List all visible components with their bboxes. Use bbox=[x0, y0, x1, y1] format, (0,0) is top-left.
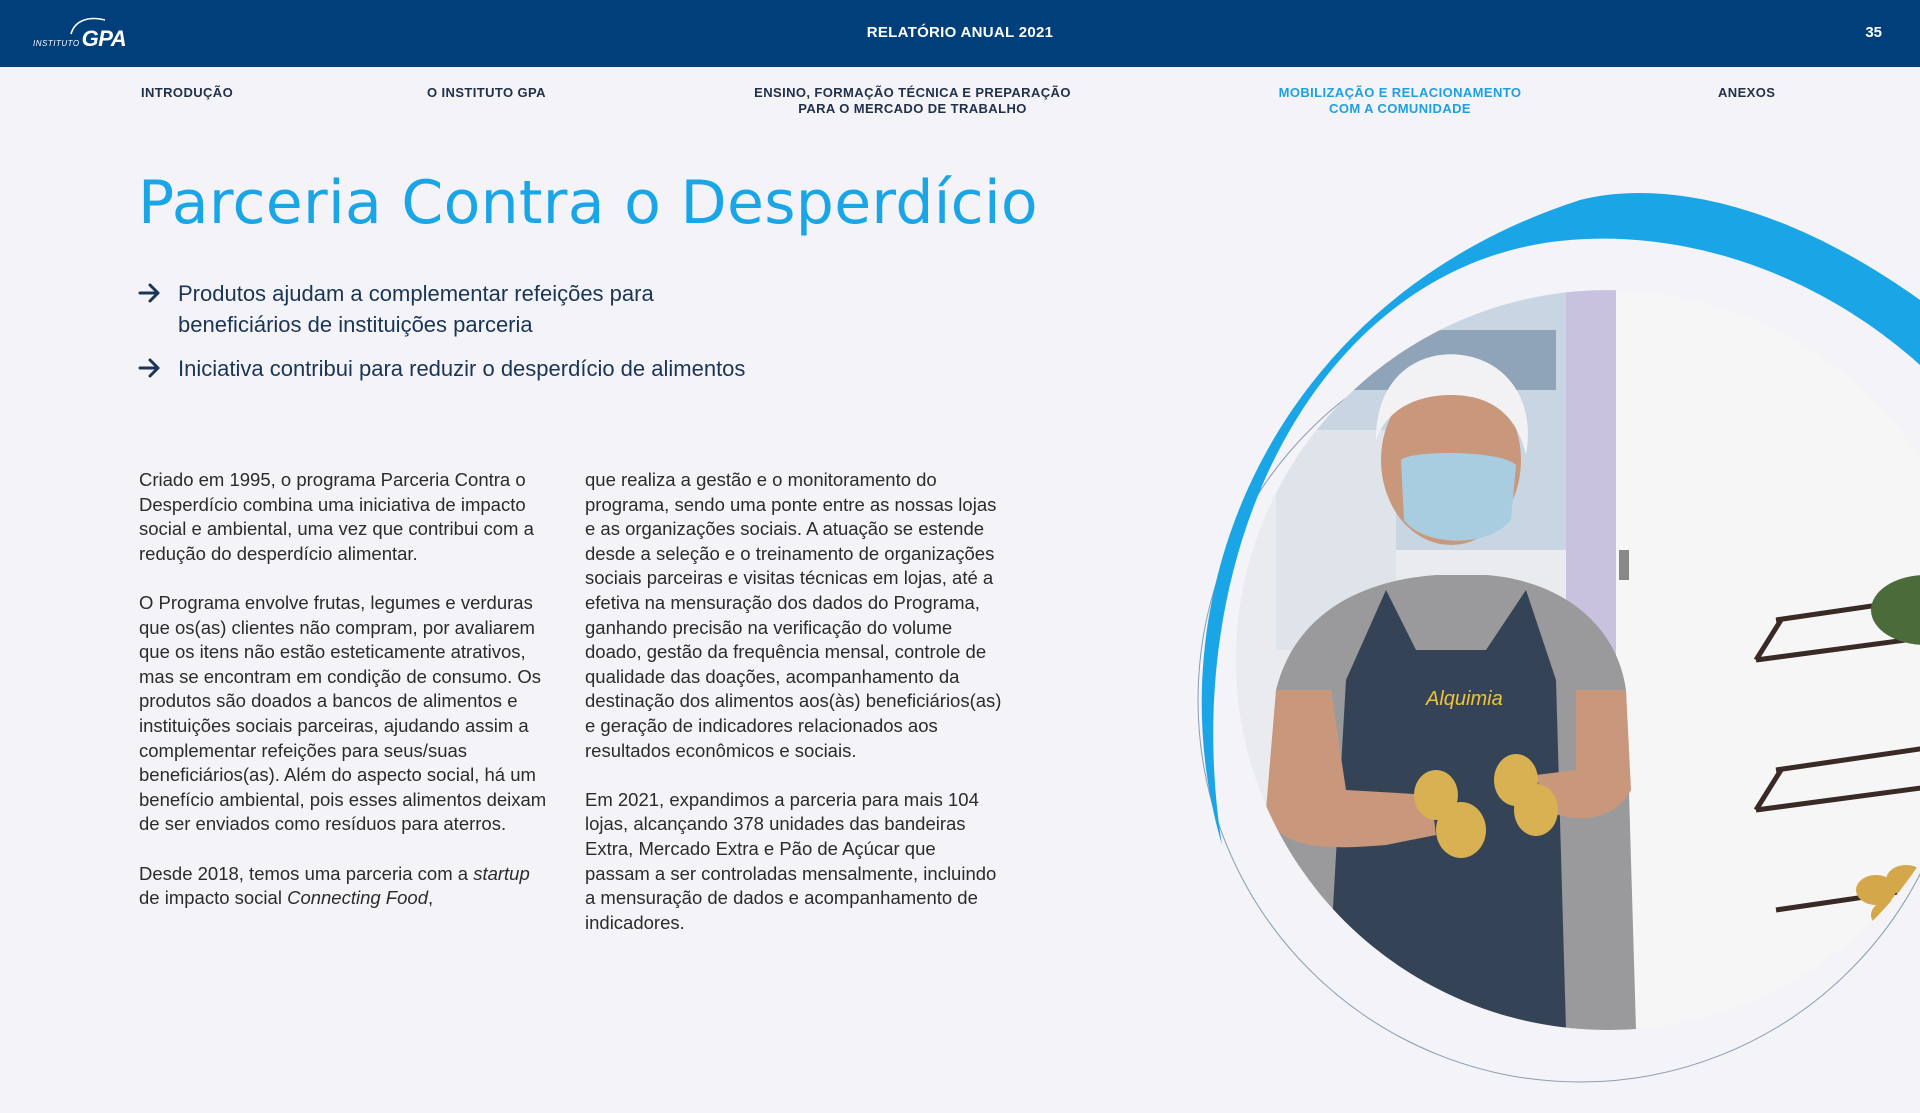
nav-item-label: INTRODUÇÃO bbox=[141, 85, 234, 100]
bullet-item bbox=[138, 278, 758, 340]
text-run: Desde 2018, temos uma parceria com a bbox=[139, 862, 474, 884]
paragraph: Em 2021, expandimos a parceria para mais 104 lojas, alcançando 378 unidades das bandeiras Extra, Mercado Extra e Pão de Açúcar que passam a ser controladas mensalmente, incluindo a mensuração de dados e acompanhamento de indicadores. bbox=[585, 788, 997, 933]
italic-term: Connecting Food bbox=[287, 887, 428, 909]
nav-item-label-line2: COM A COMUNIDADE bbox=[1329, 101, 1471, 116]
body-column-left bbox=[139, 468, 549, 935]
paragraph: O Programa envolve frutas, legumes e verduras que os(as) clientes não compram, por avaliarem que os itens não estão esteticamente atrativos, mas se encontram em condição de consumo. Os produtos são doados a bancos de alimentos e instituições sociais parceiras, ajudando assim a complementar refeições para seus/suas beneficiários(as). Além do aspecto social, há um benefício ambiental, pois esses alimentos deixam de ser enviados como resíduos para aterros. bbox=[139, 591, 547, 835]
logo-big-text: GPA bbox=[81, 26, 127, 51]
paragraph: Criado em 1995, o programa Parceria Contra o Desperdício combina uma iniciativa de impacto social e ambiental, uma vez que contribui com a redução do desperdício alimentar. bbox=[139, 469, 534, 564]
text-run: , bbox=[427, 887, 434, 909]
top-header-bar bbox=[0, 0, 1920, 67]
paragraph bbox=[139, 862, 549, 911]
text-run: de impacto social bbox=[139, 887, 288, 909]
nav-item-mobilizacao-active[interactable] bbox=[1262, 85, 1538, 117]
nav-item-label-line1: ENSINO, FORMAÇÃO TÉCNICA E PREPARAÇÃO bbox=[754, 85, 1071, 100]
bullet-text: Iniciativa contribui para reduzir o desperdício de alimentos bbox=[178, 356, 746, 381]
logo-small-text: INSTITUTO bbox=[33, 39, 80, 48]
bullet-text: Produtos ajudam a complementar refeições para beneficiários de instituições parceria bbox=[178, 281, 654, 337]
bullet-item bbox=[138, 353, 918, 384]
section-nav bbox=[0, 85, 1920, 125]
nav-item-ensino[interactable] bbox=[740, 85, 1085, 117]
arrow-right-icon bbox=[138, 357, 162, 379]
italic-term: startup bbox=[473, 862, 530, 884]
nav-item-anexos[interactable] bbox=[1718, 85, 1775, 101]
highlight-bullets bbox=[138, 278, 898, 397]
nav-item-label: O INSTITUTO GPA bbox=[427, 85, 546, 100]
report-title: RELATÓRIO ANUAL 2021 bbox=[866, 24, 1054, 41]
body-column-right bbox=[585, 468, 1005, 960]
nav-item-introducao[interactable] bbox=[141, 85, 233, 101]
nav-item-label-line1: MOBILIZAÇÃO E RELACIONAMENTO bbox=[1278, 85, 1522, 100]
arrow-right-icon bbox=[138, 282, 162, 304]
nav-item-instituto-gpa[interactable] bbox=[427, 85, 546, 101]
paragraph: que realiza a gestão e o monitoramento do programa, sendo uma ponte entre as nossas lojas e as organizações sociais. A atuação se estende desde a seleção e o treinamento de organizações sociais parceiras e visitas técnicas em lojas, até a efetiva na mensuração dos dados do Programa, ganhando precisão na verificação do volume doado, gestão da frequência mensal, controle de qualidade das doações, acompanhamento da destinação dos alimentos aos(às) beneficiários(as) e geração de indicadores relacionados aos resultados econômicos e sociais. bbox=[585, 469, 1002, 761]
nav-item-label-line2: PARA O MERCADO DE TRABALHO bbox=[798, 101, 1027, 116]
page-title: Parceria Contra o Desperdício bbox=[138, 168, 1038, 238]
page-number: 35 bbox=[1865, 24, 1882, 41]
nav-item-label: ANEXOS bbox=[1718, 85, 1776, 100]
apron-logo-text: Alquimia bbox=[1426, 688, 1503, 710]
